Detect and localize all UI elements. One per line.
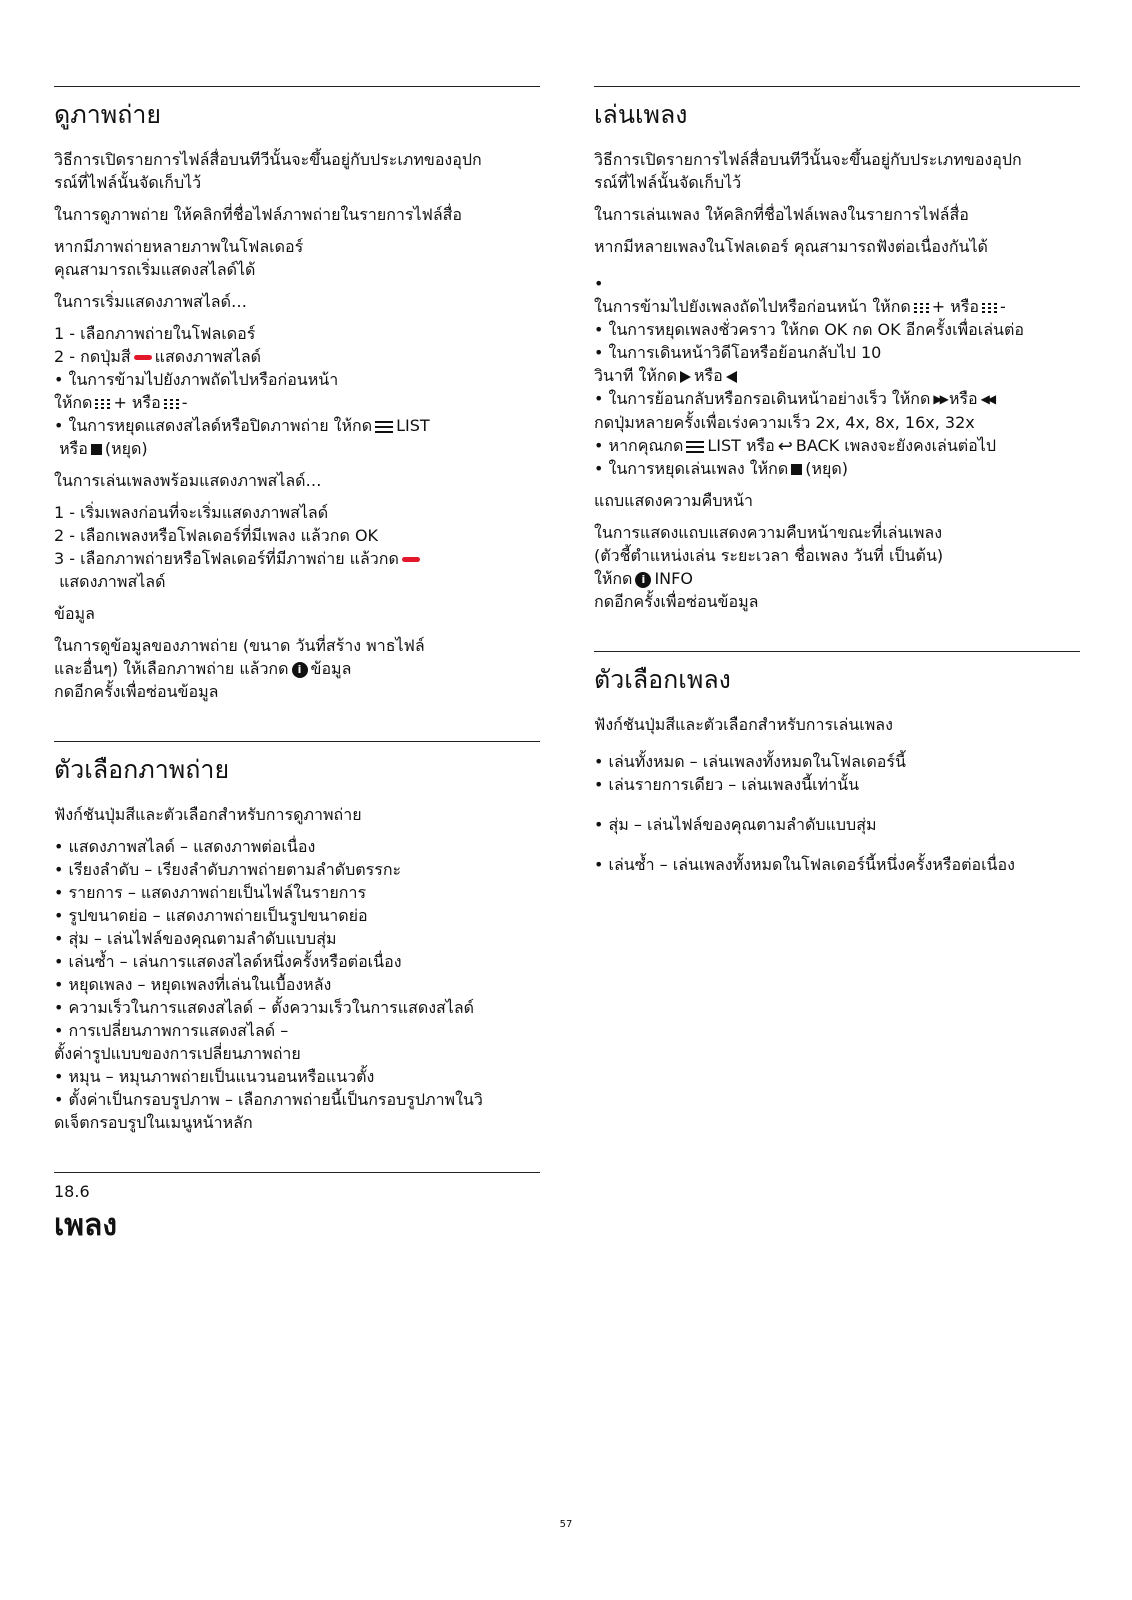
list-item: • เล่นซ้ำ – เล่นเพลงทั้งหมดในโฟลเดอร์นี้หนึ่งครั้งหรือต่อเนื่อง [594, 855, 1015, 874]
intro-paragraph: วิธีการเปิดรายการไฟล์สื่อบนทีวีนั้นจะขึ้นอยู่กับประเภทของอุปก รณ์ที่ไฟล์นั้นจัดเก็บไว้ [594, 150, 1022, 192]
list-item: • เล่นทั้งหมด – เล่นเพลงทั้งหมดในโฟลเดอร์นี้ [594, 752, 906, 771]
section-divider [54, 86, 540, 87]
list-item: • หยุดเพลง – หยุดเพลงที่เล่นในเบื้องหลัง [54, 975, 332, 994]
red-button-icon [134, 355, 152, 360]
list-icon [686, 441, 704, 453]
list-item: • หมุน – หมุนภาพถ่ายเป็นแนวนอนหรือแนวตั้ง [54, 1067, 375, 1086]
list-item: • การเปลี่ยนภาพการแสดงสไลด์ – [54, 1021, 289, 1040]
list-item: ดเจ็ตกรอบรูปในเมนูหน้าหลัก [54, 1113, 253, 1132]
stop-icon [91, 444, 102, 455]
list-item: • สุ่ม – เล่นไฟล์ของคุณตามลำดับแบบสุ่ม [54, 929, 337, 948]
stop-icon [791, 464, 802, 475]
skip-line-2: ให้กด + หรือ - [54, 393, 188, 412]
info-icon: i [635, 572, 651, 588]
list-item: • เล่นรายการเดียว – เล่นเพลงนี้เท่านั้น [594, 775, 859, 794]
music-controls-list: • ในการข้ามไปยังเพลงถัดไปหรือก่อนหน้า ให้กด + หรือ - • ในการหยุดเพลงชั่วคราว ให้กด OK กด OK อีกครั้งเพื่อเล่นต่อ • ในการเดินหน้าวิดีโอหรือย้อนกลับไป 10 วินาที ให้กด หรือ • ในการย้อนกลับหรือกรอเดินหน้าอย่างเร็ว ให้กด ▶▶ หรือ ◀◀ กดปุ่มหลายครั้งเพื่อเร่งความเร็ว 2x, 4x, 8x, 16x, 32x • หากคุณกด LIST หรือ ↩ BACK เพลงจะยังคงเล่นต่อไป • ในการหยุดเล่นเพลง ให้กด (หยุด) [594, 274, 1024, 478]
progress-paragraph: ในการแสดงแถบแสดงความคืบหน้าขณะที่เล่นเพลง (ตัวชี้ตำแหน่งเล่น ระยะเวลา ชื่อเพลง วันที่ เป็นต้น) ให้กด i INFO กดอีกครั้งเพื่อซ่อนข้อมูล [594, 523, 944, 611]
info-paragraph: ในการดูข้อมูลของภาพถ่าย (ขนาด วันที่สร้าง พาธไฟล์ และอื่นๆ) ให้เลือกภาพถ่าย แล้วกด i ข้อมูล กดอีกครั้งเพื่อซ่อนข้อมูล [54, 636, 425, 701]
list-item: • ตั้งค่าเป็นกรอบรูปภาพ – เลือกภาพถ่ายนี้เป็นกรอบรูปภาพในวิ [54, 1090, 483, 1109]
skip-line-1: • ในการข้ามไปยังภาพถัดไปหรือก่อนหน้า [54, 370, 339, 389]
list-item: • แสดงภาพสไลด์ – แสดงภาพต่อเนื่อง [54, 837, 316, 856]
slideshow-steps [54, 322, 540, 460]
section-title-photo-view: ดูภาพถ่าย [54, 100, 162, 129]
section-title-photo-options: ตัวเลือกภาพถ่าย [54, 755, 230, 784]
grid-button-icon [164, 399, 179, 409]
grid-button-icon [95, 399, 110, 409]
grid-button-icon [982, 303, 997, 313]
info-heading: ข้อมูล [54, 604, 95, 623]
section-title-play-music: เล่นเพลง [594, 100, 688, 129]
step-2: 2 - กดปุ่มสี แสดงภาพสไลด์ [54, 347, 262, 366]
list-item: • รูปขนาดย่อ – แสดงภาพถ่ายเป็นรูปขนาดย่อ [54, 906, 368, 925]
list-item: • เล่นซ้ำ – เล่นการแสดงสไลด์หนึ่งครั้งหรือต่อเนื่อง [54, 952, 402, 971]
chapter-title-music: เพลง [54, 1208, 118, 1243]
slideshow-start-heading: ในการเริ่มแสดงภาพสไลด์… [54, 292, 247, 311]
photo-options-list [54, 835, 540, 1134]
list-item: • เรียงลำดับ – เรียงลำดับภาพถ่ายตามลำดับตรรกะ [54, 860, 402, 879]
left-column [54, 86, 540, 1245]
list-icon [375, 421, 393, 433]
play-music-paragraph: ในการเล่นเพลง ให้คลิกที่ชื่อไฟล์เพลงในรายการไฟล์สื่อ [594, 205, 969, 224]
fast-forward-icon: ▶▶ [933, 392, 946, 406]
section-divider [54, 1172, 540, 1173]
grid-button-icon [914, 303, 929, 313]
section-divider [54, 741, 540, 742]
list-item: • สุ่ม – เล่นไฟล์ของคุณตามลำดับแบบสุ่ม [594, 815, 877, 834]
list-item: ตั้งค่ารูปแบบของการเปลี่ยนภาพถ่าย [54, 1044, 301, 1063]
stop-line-1: • ในการหยุดแสดงสไลด์หรือปิดภาพถ่าย ให้กด LIST [54, 416, 430, 435]
section-divider [594, 86, 1080, 87]
progress-heading: แถบแสดงความคืบหน้า [594, 491, 753, 510]
multi-photo-paragraph: หากมีภาพถ่ายหลายภาพในโฟลเดอร์ คุณสามารถเริ่มแสดงสไลด์ได้ [54, 237, 304, 279]
back-arrow-icon: ↩ [777, 435, 793, 457]
music-options-intro: ฟังก์ชันปุ่มสีและตัวเลือกสำหรับการเล่นเพลง [594, 715, 893, 734]
red-button-icon [402, 557, 420, 562]
section-divider [594, 651, 1080, 652]
page-number: 57 [559, 1519, 573, 1530]
multi-song-paragraph: หากมีหลายเพลงในโฟลเดอร์ คุณสามารถฟังต่อเนื่องกันได้ [594, 237, 988, 256]
section-number: 18.6 [54, 1182, 90, 1201]
step-1: 1 - เลือกภาพถ่ายในโฟลเดอร์ [54, 324, 256, 343]
stop-line-2: หรือ (หยุด) [59, 439, 148, 458]
list-item: • รายการ – แสดงภาพถ่ายเป็นไฟล์ในรายการ [54, 883, 367, 902]
music-slideshow-heading: ในการเล่นเพลงพร้อมแสดงภาพสไลด์… [54, 471, 322, 490]
music-options-list [594, 750, 1080, 796]
view-photo-paragraph: ในการดูภาพถ่าย ให้คลิกที่ชื่อไฟล์ภาพถ่ายในรายการไฟล์สื่อ [54, 205, 463, 224]
photo-options-intro: ฟังก์ชันปุ่มสีและตัวเลือกสำหรับการดูภาพถ่าย [54, 805, 362, 824]
info-icon: i [292, 662, 308, 678]
back-triangle-icon [726, 371, 737, 383]
section-title-music-options: ตัวเลือกเพลง [594, 665, 731, 694]
right-column [594, 86, 1080, 885]
intro-paragraph: วิธีการเปิดรายการไฟล์สื่อบนทีวีนั้นจะขึ้นอยู่กับประเภทของอุปก รณ์ที่ไฟล์นั้นจัดเก็บไว้ [54, 150, 482, 192]
music-slideshow-steps: 1 - เริ่มเพลงก่อนที่จะเริ่มแสดงภาพสไลด์ 2 - เลือกเพลงหรือโฟลเดอร์ที่มีเพลง แล้วกด OK 3 - เลือกภาพถ่ายหรือโฟลเดอร์ที่มีภาพถ่าย แล้วกด แสดงภาพสไลด์ [54, 501, 540, 593]
list-item: • ความเร็วในการแสดงสไลด์ – ตั้งความเร็วในการแสดงสไลด์ [54, 998, 475, 1017]
play-icon [680, 371, 691, 383]
rewind-icon: ◀◀ [980, 392, 994, 406]
